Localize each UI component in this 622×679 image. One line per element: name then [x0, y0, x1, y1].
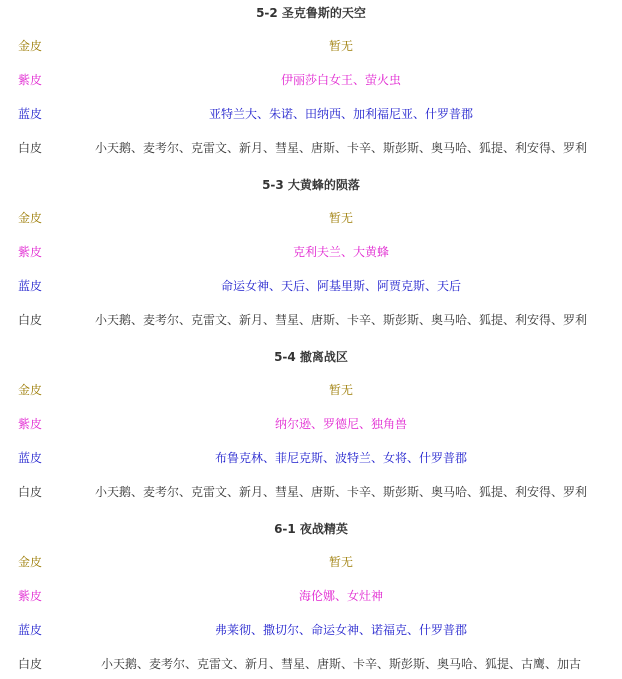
rarity-label-gold: 金皮	[18, 211, 43, 225]
rarity-label-gold: 金皮	[18, 383, 43, 397]
rarity-label-purple: 紫皮	[18, 73, 43, 87]
section-title: 5-4 撤离战区	[274, 350, 348, 364]
drop-list-gold: 暂无	[328, 555, 353, 569]
drop-list-purple: 伊丽莎白女王、萤火虫	[280, 73, 401, 87]
rarity-label-gold: 金皮	[18, 555, 43, 569]
drop-list-blue: 弗莱彻、撒切尔、命运女神、诺福克、什罗普郡	[214, 623, 467, 637]
drop-row-purple	[0, 587, 622, 605]
drop-list-gold: 暂无	[328, 39, 353, 53]
drop-row-white	[0, 655, 622, 673]
rarity-label-blue: 蓝皮	[18, 107, 43, 121]
drop-row-blue	[0, 621, 622, 639]
rarity-label-blue: 蓝皮	[18, 623, 43, 637]
drop-list-gold: 暂无	[328, 383, 353, 397]
rarity-label-white: 白皮	[18, 485, 43, 499]
drop-row-gold	[0, 209, 622, 227]
rarity-label-purple: 紫皮	[18, 589, 43, 603]
drop-row-purple	[0, 71, 622, 89]
drop-list-white: 小天鹅、麦考尔、克雷文、新月、彗星、唐斯、卡辛、斯彭斯、奥马哈、狐提、利安得、罗利	[94, 313, 587, 327]
drop-row-blue	[0, 449, 622, 467]
drop-list-white: 小天鹅、麦考尔、克雷文、新月、彗星、唐斯、卡辛、斯彭斯、奥马哈、狐提、古鹰、加古	[100, 657, 581, 671]
drop-list-purple: 纳尔逊、罗德尼、独角兽	[274, 417, 407, 431]
drop-row-blue	[0, 105, 622, 123]
rarity-label-white: 白皮	[18, 657, 43, 671]
drop-list-purple: 克利夫兰、大黄蜂	[292, 245, 389, 259]
drop-row-purple	[0, 415, 622, 433]
drop-list-gold: 暂无	[328, 211, 353, 225]
drop-row-gold	[0, 553, 622, 571]
drop-list-white: 小天鹅、麦考尔、克雷文、新月、彗星、唐斯、卡辛、斯彭斯、奥马哈、狐提、利安得、罗利	[94, 141, 587, 155]
rarity-label-blue: 蓝皮	[18, 279, 43, 293]
rarity-label-white: 白皮	[18, 141, 43, 155]
drop-list-white: 小天鹅、麦考尔、克雷文、新月、彗星、唐斯、卡辛、斯彭斯、奥马哈、狐提、利安得、罗利	[94, 485, 587, 499]
rarity-label-gold: 金皮	[18, 39, 43, 53]
drop-list-blue: 布鲁克林、菲尼克斯、波特兰、女将、什罗普郡	[214, 451, 467, 465]
drop-list-blue: 亚特兰大、朱诺、田纳西、加利福尼亚、什罗普郡	[208, 107, 473, 121]
rarity-label-purple: 紫皮	[18, 417, 43, 431]
section-title: 5-3 大黄蜂的陨落	[262, 178, 360, 192]
section-title: 6-1 夜战精英	[274, 522, 348, 536]
drop-row-white	[0, 483, 622, 501]
drop-row-white	[0, 311, 622, 329]
drop-list-purple: 海伦娜、女灶神	[298, 589, 383, 603]
rarity-label-white: 白皮	[18, 313, 43, 327]
drop-row-purple	[0, 243, 622, 261]
drop-row-gold	[0, 37, 622, 55]
rarity-label-blue: 蓝皮	[18, 451, 43, 465]
drop-row-blue	[0, 277, 622, 295]
drop-row-white	[0, 139, 622, 157]
section-title: 5-2 圣克鲁斯的天空	[256, 6, 366, 20]
rarity-label-purple: 紫皮	[18, 245, 43, 259]
drop-list-blue: 命运女神、天后、阿基里斯、阿贾克斯、天后	[220, 279, 461, 293]
drop-row-gold	[0, 381, 622, 399]
